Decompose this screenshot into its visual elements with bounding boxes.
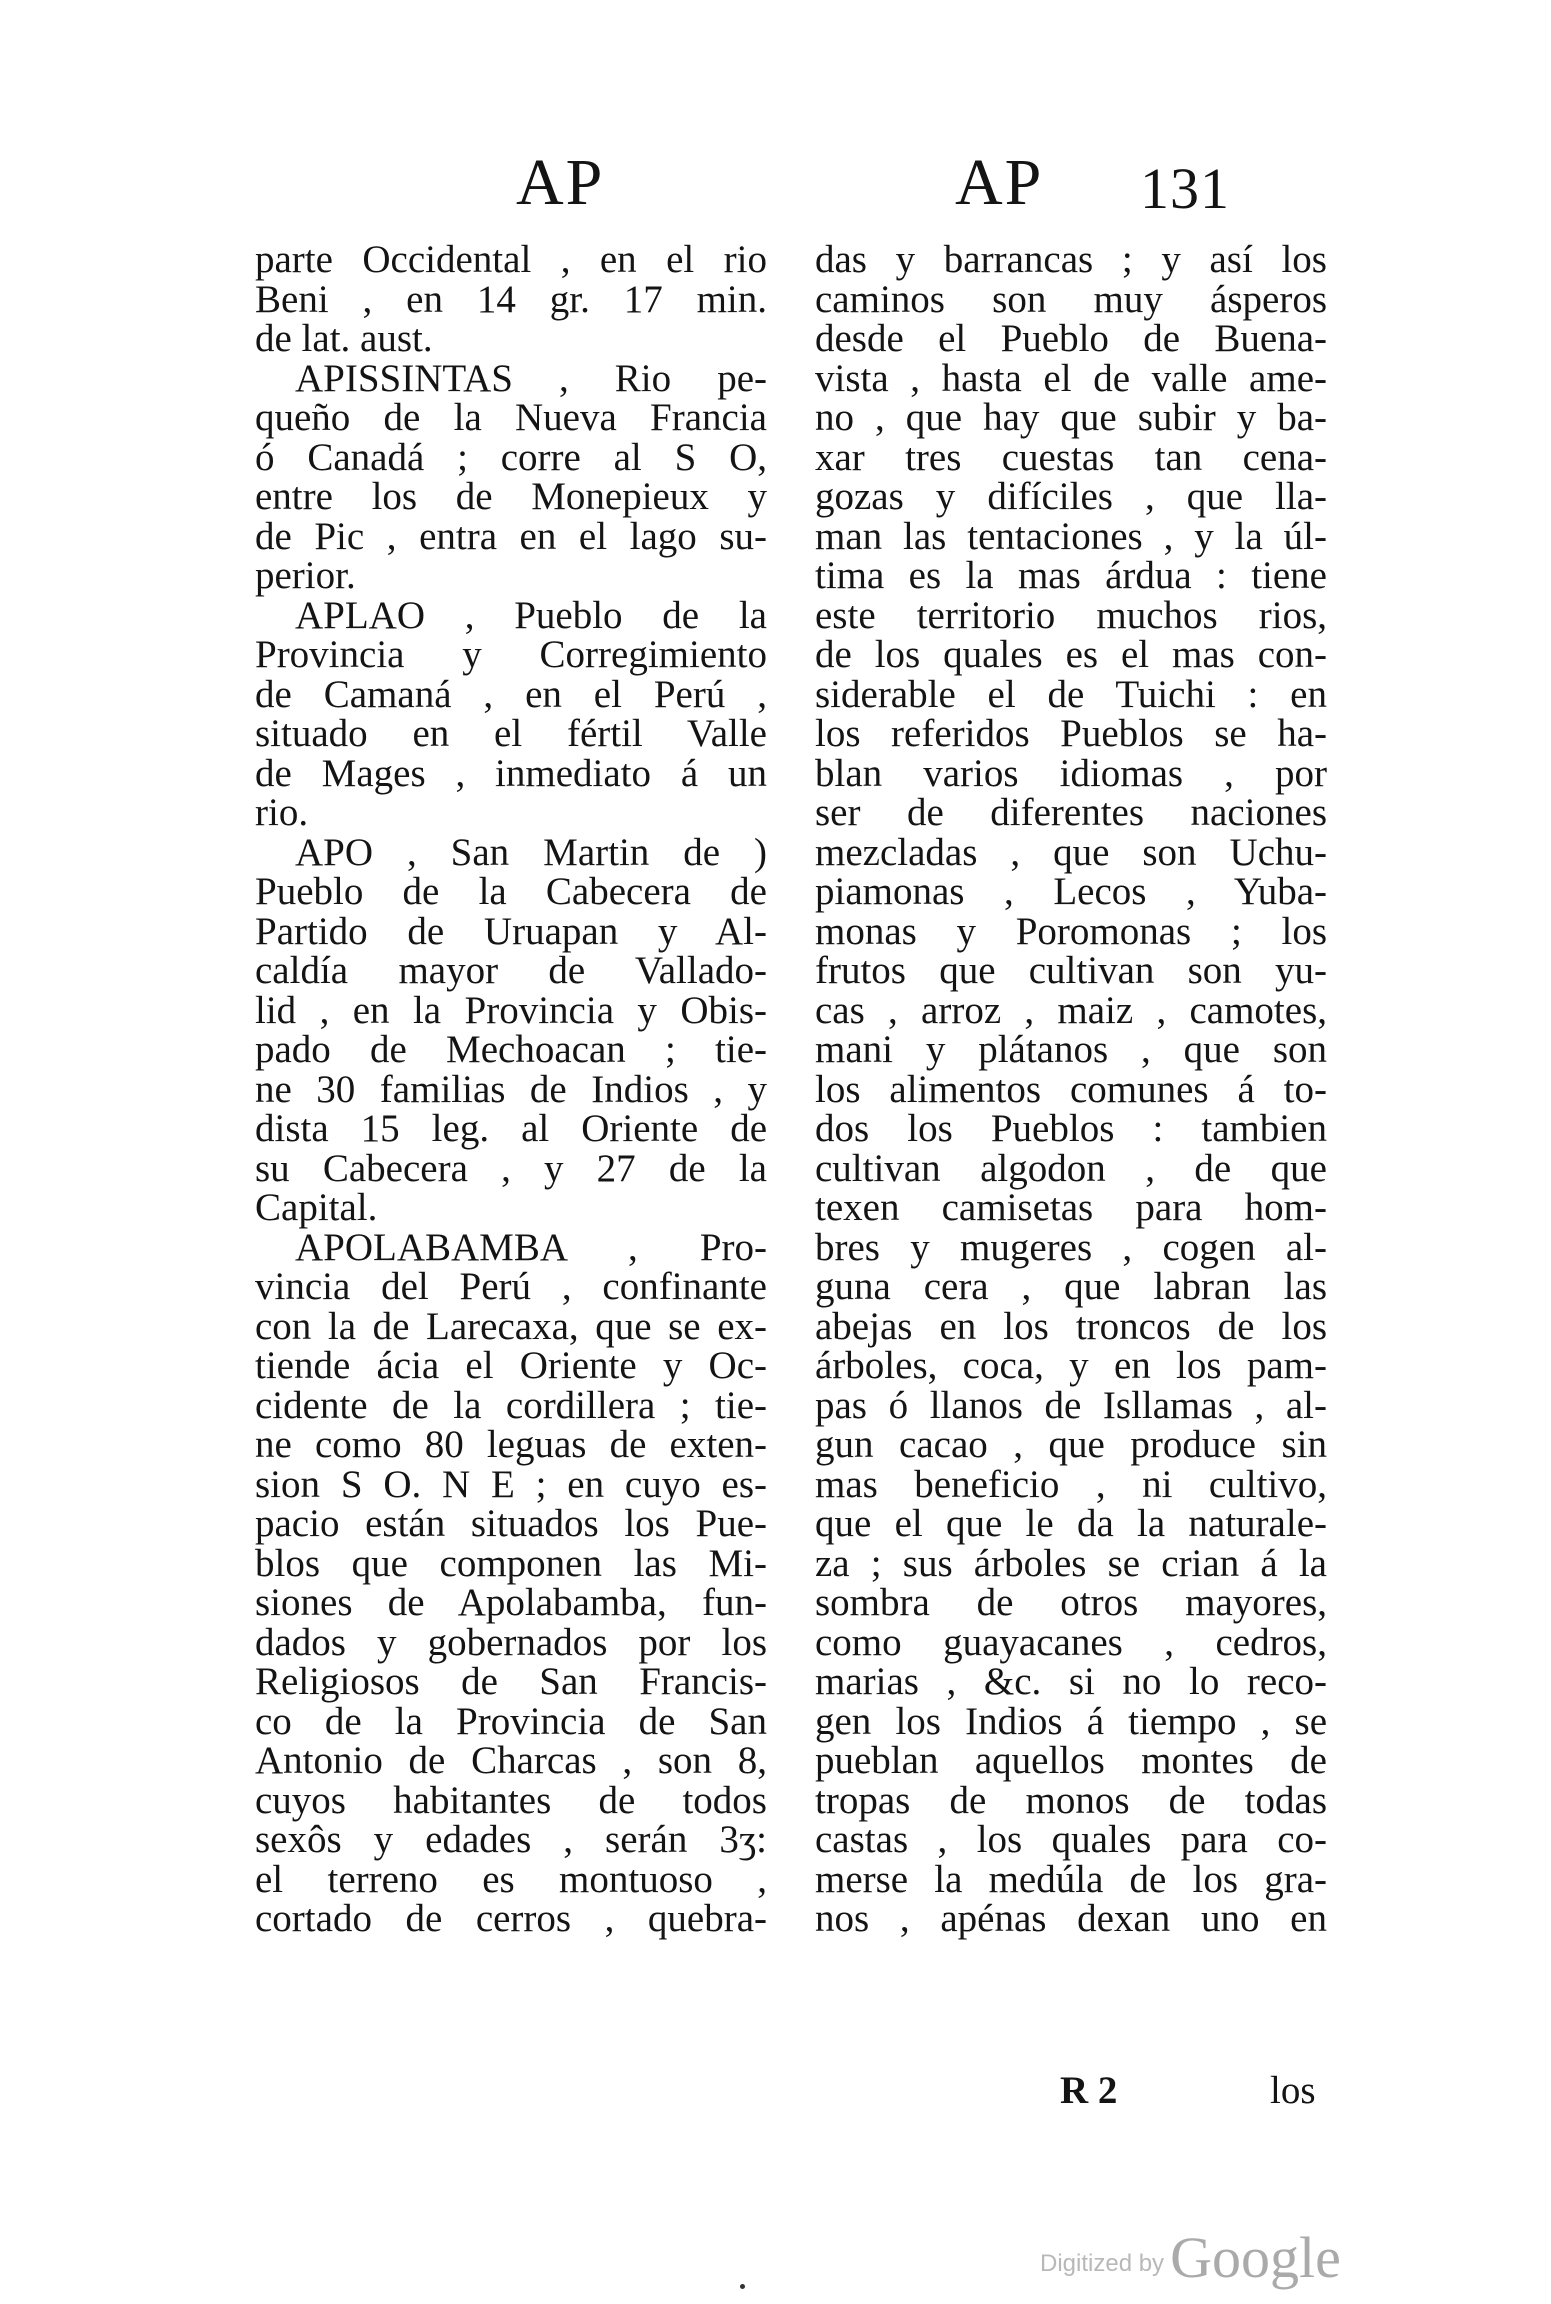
text-line: Provincia y Corregimiento [255,633,767,676]
text-line: tropas de monos de todas [815,1778,1327,1822]
text-line: caminos son muy ásperos [815,277,1327,321]
text-line: guna cera , que labran las [815,1265,1327,1308]
text-line: marias , &c. si no lo reco- [815,1660,1327,1703]
text-line: ó Canadá ; corre al S O, [255,435,767,479]
catchword: los [1270,2069,1316,2112]
text-line: mani y plátanos , que son [815,1028,1327,1071]
text-line: pacio están situados los Pue- [255,1502,767,1545]
text-line: tiende ácia el Oriente y Oc- [255,1344,767,1387]
text-column-left [255,240,767,1939]
text-line: blos que componen las Mi- [255,1541,767,1585]
text-line: los referidos Pueblos se ha- [815,712,1327,755]
text-line: mas beneficio , ni cultivo, [815,1462,1327,1506]
text-line: ser de diferentes naciones [815,791,1327,834]
text-line: vincia del Perú , confinante [255,1265,767,1308]
text-line: APO , San Martin de ) [295,830,767,874]
text-line: árboles, coca, y en los pam- [815,1344,1327,1387]
text-line: bres y mugeres , cogen al- [815,1225,1327,1269]
text-line: Pueblo de la Cabecera de [255,870,767,913]
text-line: sombra de otros mayores, [815,1581,1327,1624]
text-line: cidente de la cordillera ; tie- [255,1383,767,1427]
text-line: Beni , en 14 gr. 17 min. [255,277,767,321]
digitized-watermark [1040,2224,1341,2291]
page-number: 131 [1140,156,1230,221]
text-line: frutos que cultivan son yu- [815,949,1327,992]
text-line: de los quales es el mas con- [815,633,1327,676]
text-column-right [815,240,1327,1939]
text-line: za ; sus árboles se crian á la [815,1541,1327,1585]
text-line: Capital. [255,1186,378,1229]
text-line: queño de la Nueva Francia [255,396,767,439]
text-line: APOLABAMBA , Pro- [295,1225,767,1269]
text-line: cas , arroz , maiz , camotes, [815,988,1327,1032]
text-line: pas ó llanos de Isllamas , al- [815,1383,1327,1427]
text-line: los alimentos comunes á to- [815,1067,1327,1111]
text-line: de Pic , entra en el lago su- [255,514,767,558]
text-line: Partido de Uruapan y Al- [255,909,767,953]
text-line: abejas en los troncos de los [815,1304,1327,1348]
text-line: xar tres cuestas tan cena- [815,435,1327,479]
text-line: pado de Mechoacan ; tie- [255,1028,767,1071]
text-line: vista , hasta el de valle ame- [815,356,1327,400]
text-line: cuyos habitantes de todos [255,1778,767,1822]
text-line: man las tentaciones , y la úl- [815,514,1327,558]
text-line: co de la Provincia de San [255,1699,767,1743]
text-line: de Camaná , en el Perú , [255,672,767,716]
text-line: de Mages , inmediato á un [255,751,767,795]
text-line: no , que hay que subir y ba- [815,396,1327,439]
text-line: este territorio muchos rios, [815,593,1327,637]
text-line: su Cabecera , y 27 de la [255,1146,767,1190]
text-line: dados y gobernados por los [255,1620,767,1664]
text-line: caldía mayor de Vallado- [255,949,767,992]
text-line: el terreno es montuoso , [255,1857,767,1901]
text-line: sion S O. N E ; en cuyo es- [255,1462,767,1506]
running-head-right: AP [955,146,1044,219]
text-line: perior. [255,554,356,597]
text-line: APLAO , Pueblo de la [295,593,767,637]
text-line: gozas y difíciles , que lla- [815,475,1327,518]
text-line: piamonas , Lecos , Yuba- [815,870,1327,913]
text-line: mezcladas , que son Uchu- [815,830,1327,874]
running-head-left: AP [516,146,605,219]
text-line: ne como 80 leguas de exten- [255,1423,767,1466]
watermark-brand: Google [1170,2225,1341,2290]
text-line: tima es la mas árdua : tiene [815,554,1327,597]
text-line: lid , en la Provincia y Obis- [255,988,767,1032]
text-line: que el que le da la naturale- [815,1502,1327,1545]
text-line: siones de Apolabamba, fun- [255,1581,767,1624]
text-line: como guayacanes , cedros, [815,1620,1327,1664]
text-line: parte Occidental , en el rio [255,238,767,281]
text-line: cortado de cerros , quebra- [255,1897,767,1940]
text-line: situado en el fértil Valle [255,712,767,755]
text-line: rio. [255,791,309,834]
text-line: entre los de Monepieux y [255,475,767,518]
text-line: blan varios idiomas , por [815,751,1327,795]
text-line: desde el Pueblo de Buena- [815,317,1327,360]
text-line: sexôs y edades , serán 3ʒ: [255,1818,767,1861]
signature-mark: R 2 [1060,2069,1118,2112]
text-line: Antonio de Charcas , son 8, [255,1739,767,1782]
ink-speck [740,2284,745,2289]
text-line: siderable el de Tuichi : en [815,672,1327,716]
text-line: merse la medúla de los gra- [815,1857,1327,1901]
text-line: pueblan aquellos montes de [815,1739,1327,1782]
text-line: con la de Larecaxa, que se ex- [255,1304,767,1348]
text-line: gun cacao , que produce sin [815,1423,1327,1466]
text-line: castas , los quales para co- [815,1818,1327,1861]
text-line: nos , apénas dexan uno en [815,1897,1327,1940]
text-line: APISSINTAS , Rio pe- [295,356,767,400]
text-line: ne 30 familias de Indios , y [255,1067,767,1111]
text-line: monas y Poromonas ; los [815,909,1327,953]
text-line: cultivan algodon , de que [815,1146,1327,1190]
text-line: das y barrancas ; y así los [815,238,1327,281]
text-line: dista 15 leg. al Oriente de [255,1107,767,1150]
text-line: dos los Pueblos : tambien [815,1107,1327,1150]
watermark-prefix: Digitized by [1040,2250,1165,2277]
text-line: gen los Indios á tiempo , se [815,1699,1327,1743]
text-line: texen camisetas para hom- [815,1186,1327,1229]
text-line: Religiosos de San Francis- [255,1660,767,1703]
text-line: de lat. aust. [255,317,433,360]
